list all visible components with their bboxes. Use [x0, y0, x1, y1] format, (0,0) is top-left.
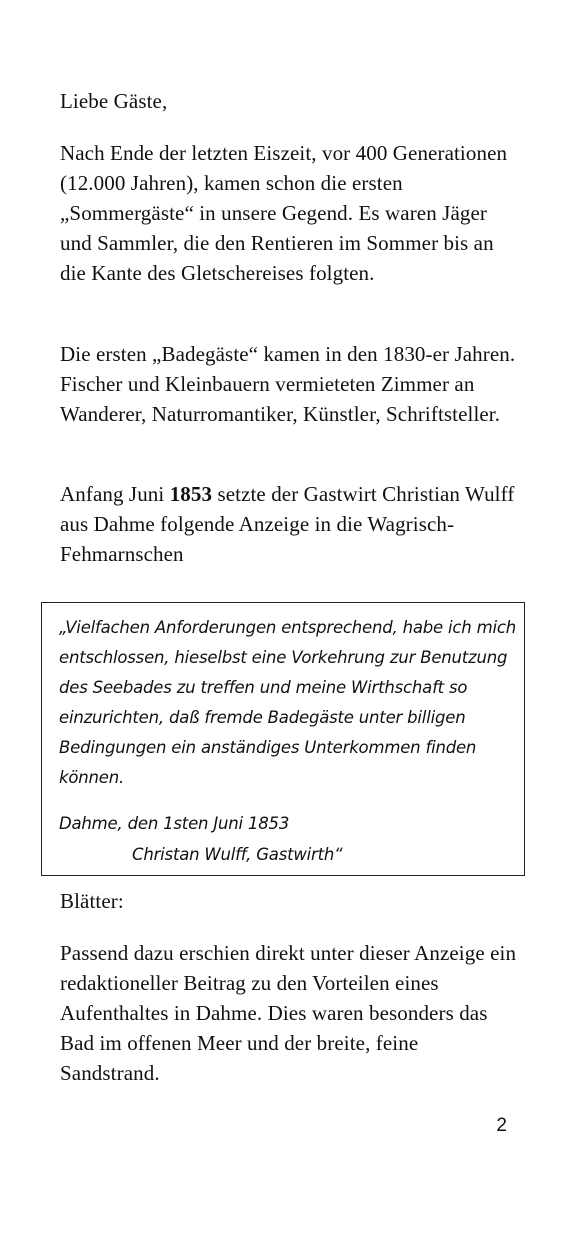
advertisement-quote-box [41, 602, 525, 876]
paragraph-ice-age: Nach Ende der letzten Eiszeit, vor 400 Generationen (12.000 Jahren), kamen schon die ersten „Sommergäste“ in unsere Gegend. Es waren Jäger und Sammler, die den Rentieren im Sommer bis an die Kante des Gletschereises folgten. [60, 141, 508, 285]
paragraph-advertisement-intro-end: setzte der Gastwirt Christian Wulff aus Dahme folgende Anzeige in die Wagrisch-Fehmarnschen [60, 482, 515, 566]
year-1853: 1853 [169, 482, 213, 506]
paragraph-advertisement-intro-start: Anfang Juni [60, 482, 170, 506]
page-number: 2 [496, 1115, 507, 1136]
paragraph-first-bathers: Die ersten „Badegäste“ kamen in den 1830-er Jahren. Fischer und Kleinbauern vermieteten Zimmer an Wanderer, Naturromantiker, Künstler, Schriftsteller. [60, 342, 516, 426]
greeting: Liebe Gäste, [60, 89, 168, 113]
advertisement-signature: Christan Wulff, Gastwirth“ [132, 845, 343, 864]
advertisement-place-date: Dahme, den 1sten Juni 1853 [59, 814, 290, 833]
paragraph-newspaper-name: Blätter: [60, 889, 124, 913]
paragraph-advertisement-intro [60, 479, 520, 569]
advertisement-quote-text: „Vielfachen Anforderungen entsprechend, habe ich mich entschlossen, hieselbst eine Vorkehrung zur Benutzung des Seebades zu treffen und meine Wirthschaft so einzurichten, daß fremde Badegäste unter billigen Bedingungen ein anständiges Unterkommen finden können. [59, 618, 516, 787]
paragraph-editorial: Passend dazu erschien direkt unter dieser Anzeige ein redaktioneller Beitrag zu den Vorteilen eines Aufenthaltes in Dahme. Dies waren besonders das Bad im offenen Meer und der breite, feine Sandstrand. [60, 941, 517, 1085]
